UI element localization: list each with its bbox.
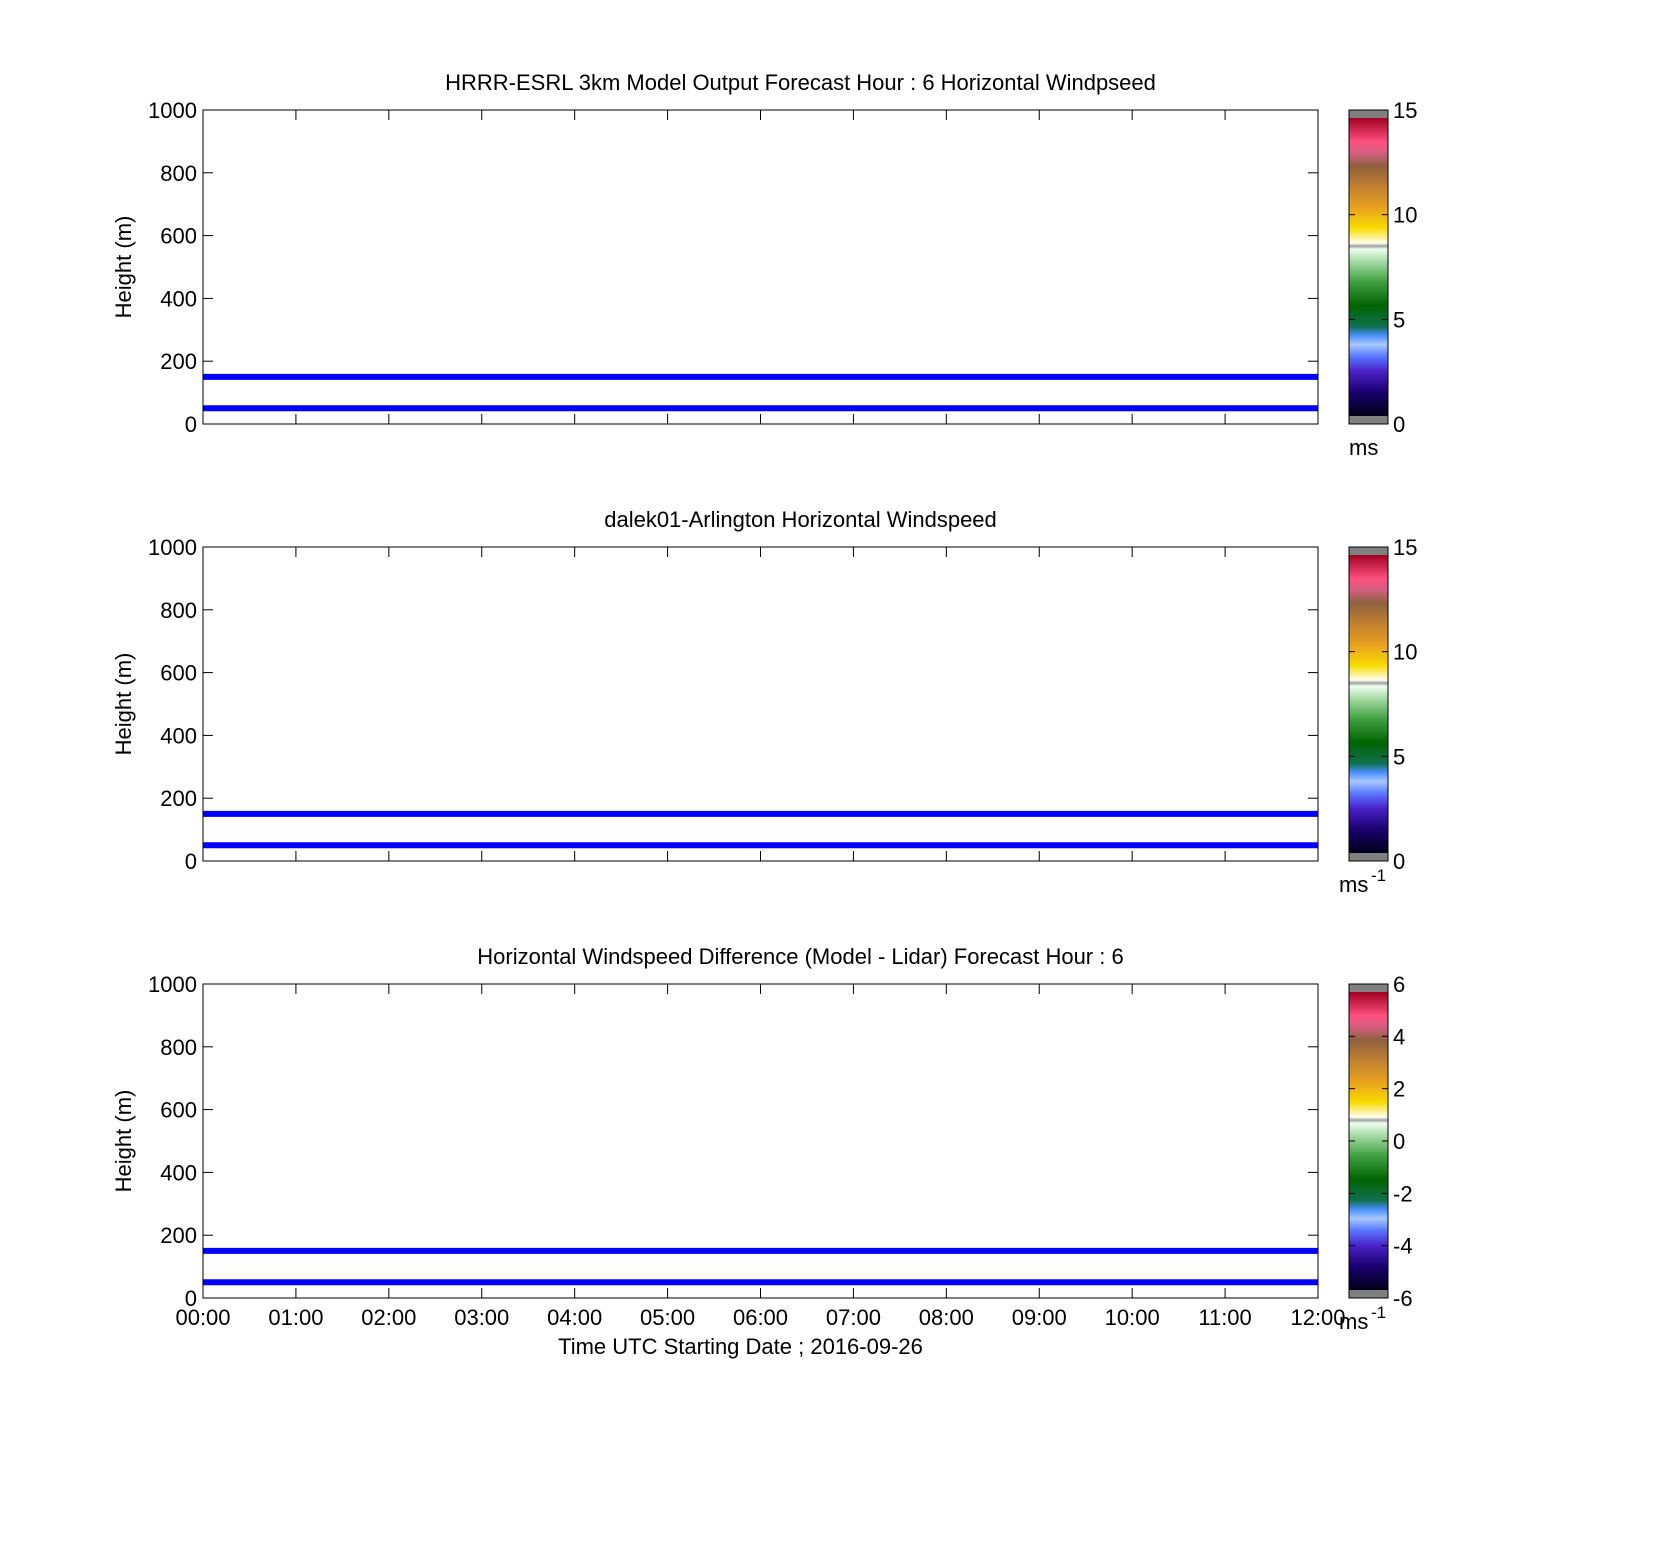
x-tick-label: 05:00 bbox=[640, 1305, 696, 1330]
y-axis-label: Height (m) bbox=[111, 1089, 136, 1193]
x-tick-label: 08:00 bbox=[918, 1305, 974, 1330]
y-tick-label: 200 bbox=[160, 786, 197, 812]
colorbar-tick-label: 5 bbox=[1393, 307, 1406, 333]
colorbar-gradient bbox=[1349, 555, 1388, 853]
x-tick-label: 03:00 bbox=[454, 1305, 510, 1330]
colorbar bbox=[1349, 98, 1417, 460]
y-tick-label: 1000 bbox=[148, 535, 197, 560]
colorbar-tick-label: 5 bbox=[1393, 744, 1406, 770]
x-tick-label: 00:00 bbox=[175, 1305, 231, 1330]
y-tick-label: 1000 bbox=[148, 972, 197, 997]
y-tick-label: 800 bbox=[160, 1034, 197, 1060]
y-tick-label: 200 bbox=[160, 1223, 197, 1249]
y-tick-label: 0 bbox=[184, 849, 197, 874]
y-tick-label: 1000 bbox=[148, 98, 197, 123]
y-axis-label: Height (m) bbox=[111, 652, 136, 756]
colorbar-unit-exponent: -1 bbox=[1371, 1303, 1387, 1322]
colorbar-tick-label: 6 bbox=[1393, 972, 1406, 997]
colorbar-tick-label: 15 bbox=[1393, 535, 1418, 560]
x-tick-label: 10:00 bbox=[1104, 1305, 1160, 1330]
colorbar-tick-label: 2 bbox=[1393, 1076, 1406, 1102]
y-tick-label: 600 bbox=[160, 660, 197, 686]
colorbar-tick-label: 15 bbox=[1393, 98, 1418, 123]
colorbar bbox=[1339, 535, 1417, 897]
x-tick-label: 04:00 bbox=[547, 1305, 603, 1330]
colorbar-tick-label: 0 bbox=[1393, 412, 1406, 437]
colorbar bbox=[1339, 972, 1413, 1334]
chart-title: Horizontal Windspeed Difference (Model - Lidar) Forecast Hour : 6 bbox=[477, 944, 1124, 969]
x-tick-label: 07:00 bbox=[825, 1305, 881, 1330]
y-tick-label: 200 bbox=[160, 349, 197, 375]
y-tick-label: 400 bbox=[160, 723, 197, 749]
colorbar-tick-label: 10 bbox=[1393, 639, 1418, 665]
x-tick-label: 01:00 bbox=[268, 1305, 324, 1330]
panel-3 bbox=[111, 944, 1413, 1359]
x-tick-label: 12:00 bbox=[1290, 1305, 1346, 1330]
x-tick-label: 06:00 bbox=[732, 1305, 789, 1330]
colorbar-unit: ms bbox=[1339, 1309, 1369, 1334]
y-tick-label: 800 bbox=[160, 597, 197, 623]
y-tick-label: 800 bbox=[160, 160, 197, 186]
colorbar-tick-label: -6 bbox=[1393, 1286, 1413, 1311]
x-tick-label: 02:00 bbox=[361, 1305, 417, 1330]
colorbar-tick-label: 0 bbox=[1393, 849, 1406, 874]
colorbar-unit-exponent: -1 bbox=[1371, 866, 1387, 885]
y-tick-label: 400 bbox=[160, 1160, 197, 1186]
colorbar-tick-label: -2 bbox=[1393, 1181, 1413, 1207]
colorbar-unit: ms bbox=[1339, 872, 1369, 897]
panel-1 bbox=[111, 70, 1417, 460]
x-tick-label: 11:00 bbox=[1198, 1305, 1252, 1330]
colorbar-tick-label: 0 bbox=[1393, 1129, 1406, 1154]
y-axis-label: Height (m) bbox=[111, 215, 136, 319]
chart-title: dalek01-Arlington Horizontal Windspeed bbox=[604, 507, 997, 532]
y-tick-label: 400 bbox=[160, 286, 197, 312]
chart-title: HRRR-ESRL 3km Model Output Forecast Hour : 6 Horizontal Windpseed bbox=[445, 70, 1156, 95]
x-tick-label: 09:00 bbox=[1011, 1305, 1067, 1330]
colorbar-gradient bbox=[1349, 118, 1388, 416]
y-tick-label: 600 bbox=[160, 223, 197, 249]
colorbar-unit: ms bbox=[1349, 435, 1379, 460]
panel-2 bbox=[111, 507, 1417, 897]
colorbar-tick-label: 10 bbox=[1393, 202, 1418, 228]
colorbar-tick-label: -4 bbox=[1393, 1233, 1413, 1259]
y-tick-label: 0 bbox=[184, 1286, 197, 1311]
colorbar-tick-label: 4 bbox=[1393, 1024, 1406, 1050]
x-axis-label: Time UTC Starting Date ; 2016-09-26 bbox=[558, 1334, 923, 1359]
y-tick-label: 600 bbox=[160, 1097, 197, 1123]
y-tick-label: 0 bbox=[184, 412, 197, 437]
